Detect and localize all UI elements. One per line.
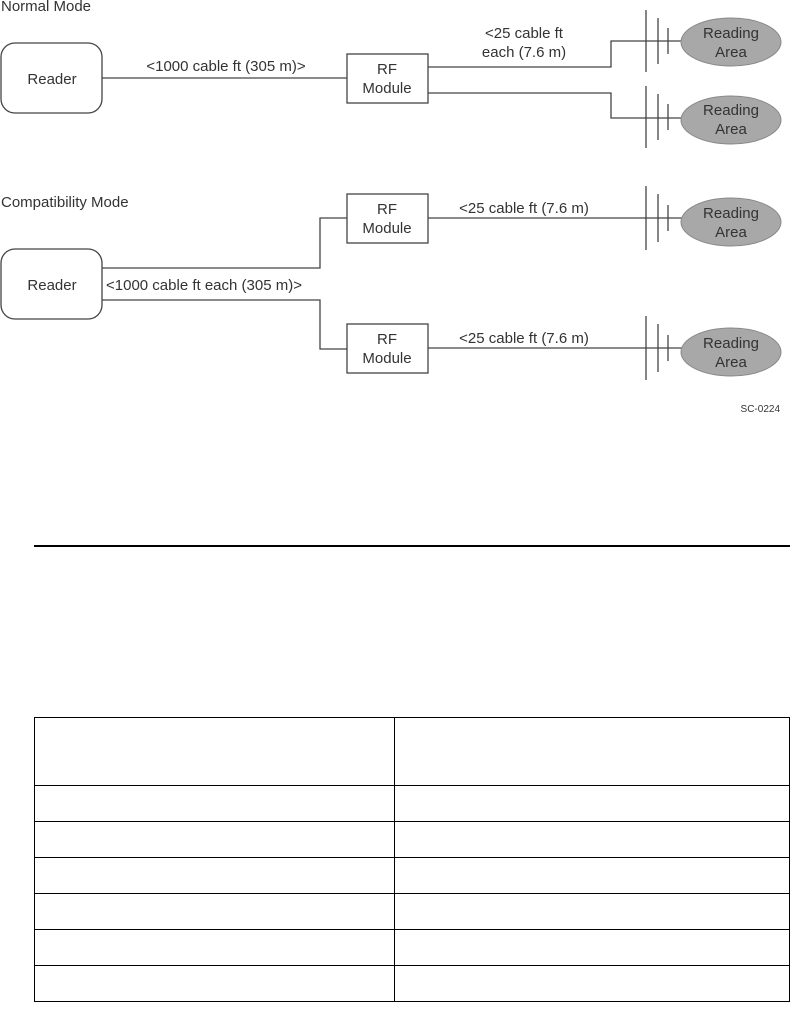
table-cell [35, 786, 395, 822]
table-cell [395, 966, 790, 1002]
reading-area-label: Reading [703, 102, 759, 119]
table-cell [395, 930, 790, 966]
antenna-cable-2 [428, 93, 688, 118]
table-cell [395, 822, 790, 858]
table-row [35, 786, 790, 822]
rf-module-label: RF [377, 331, 397, 348]
rf-module-label: Module [362, 350, 412, 367]
antenna-cable-label: <25 cable ft (7.6 m) [459, 330, 589, 347]
figure-id: SC-0224 [740, 404, 780, 415]
table-cell [35, 966, 395, 1002]
reader-label: Reader [27, 277, 77, 294]
spec-table [34, 717, 790, 1002]
compatibility-mode-title: Compatibility Mode [1, 194, 129, 211]
reader-label: Reader [27, 71, 77, 88]
table-row [35, 966, 790, 1002]
reading-area-label: Reading [703, 25, 759, 42]
section-rule [34, 545, 790, 547]
table-cell [35, 858, 395, 894]
table-row [35, 858, 790, 894]
table-row [35, 930, 790, 966]
reading-area-label: Area [715, 44, 747, 61]
table-cell [395, 894, 790, 930]
table-cell [35, 822, 395, 858]
table-row [35, 894, 790, 930]
rf-module-label: Module [362, 220, 412, 237]
table-cell [35, 894, 395, 930]
reader-cable-lower [102, 300, 347, 349]
table-cell [35, 718, 395, 786]
reading-area-label: Area [715, 121, 747, 138]
table-header-row [35, 718, 790, 786]
table-cell [395, 718, 790, 786]
table-cell [395, 786, 790, 822]
rf-module-label: RF [377, 201, 397, 218]
antenna-cable-label: each (7.6 m) [481, 44, 567, 61]
reading-area-label: Area [715, 354, 747, 371]
reading-area-label: Area [715, 224, 747, 241]
system-diagram [0, 0, 790, 430]
reader-cable-upper [102, 218, 347, 268]
reader-cable-label: <1000 cable ft (305 m)> [146, 58, 306, 75]
reader-cable-label: <1000 cable ft each (305 m)> [106, 277, 302, 294]
rf-module-label: RF [377, 61, 397, 78]
reading-area-label: Reading [703, 335, 759, 352]
normal-mode-title: Normal Mode [1, 0, 92, 15]
table-row [35, 822, 790, 858]
table-cell [35, 930, 395, 966]
antenna-cable-label: <25 cable ft (7.6 m) [459, 200, 589, 217]
rf-module-label: Module [362, 80, 412, 97]
table-cell [395, 858, 790, 894]
antenna-cable-label: <25 cable ft [485, 25, 563, 42]
reading-area-label: Reading [703, 205, 759, 222]
